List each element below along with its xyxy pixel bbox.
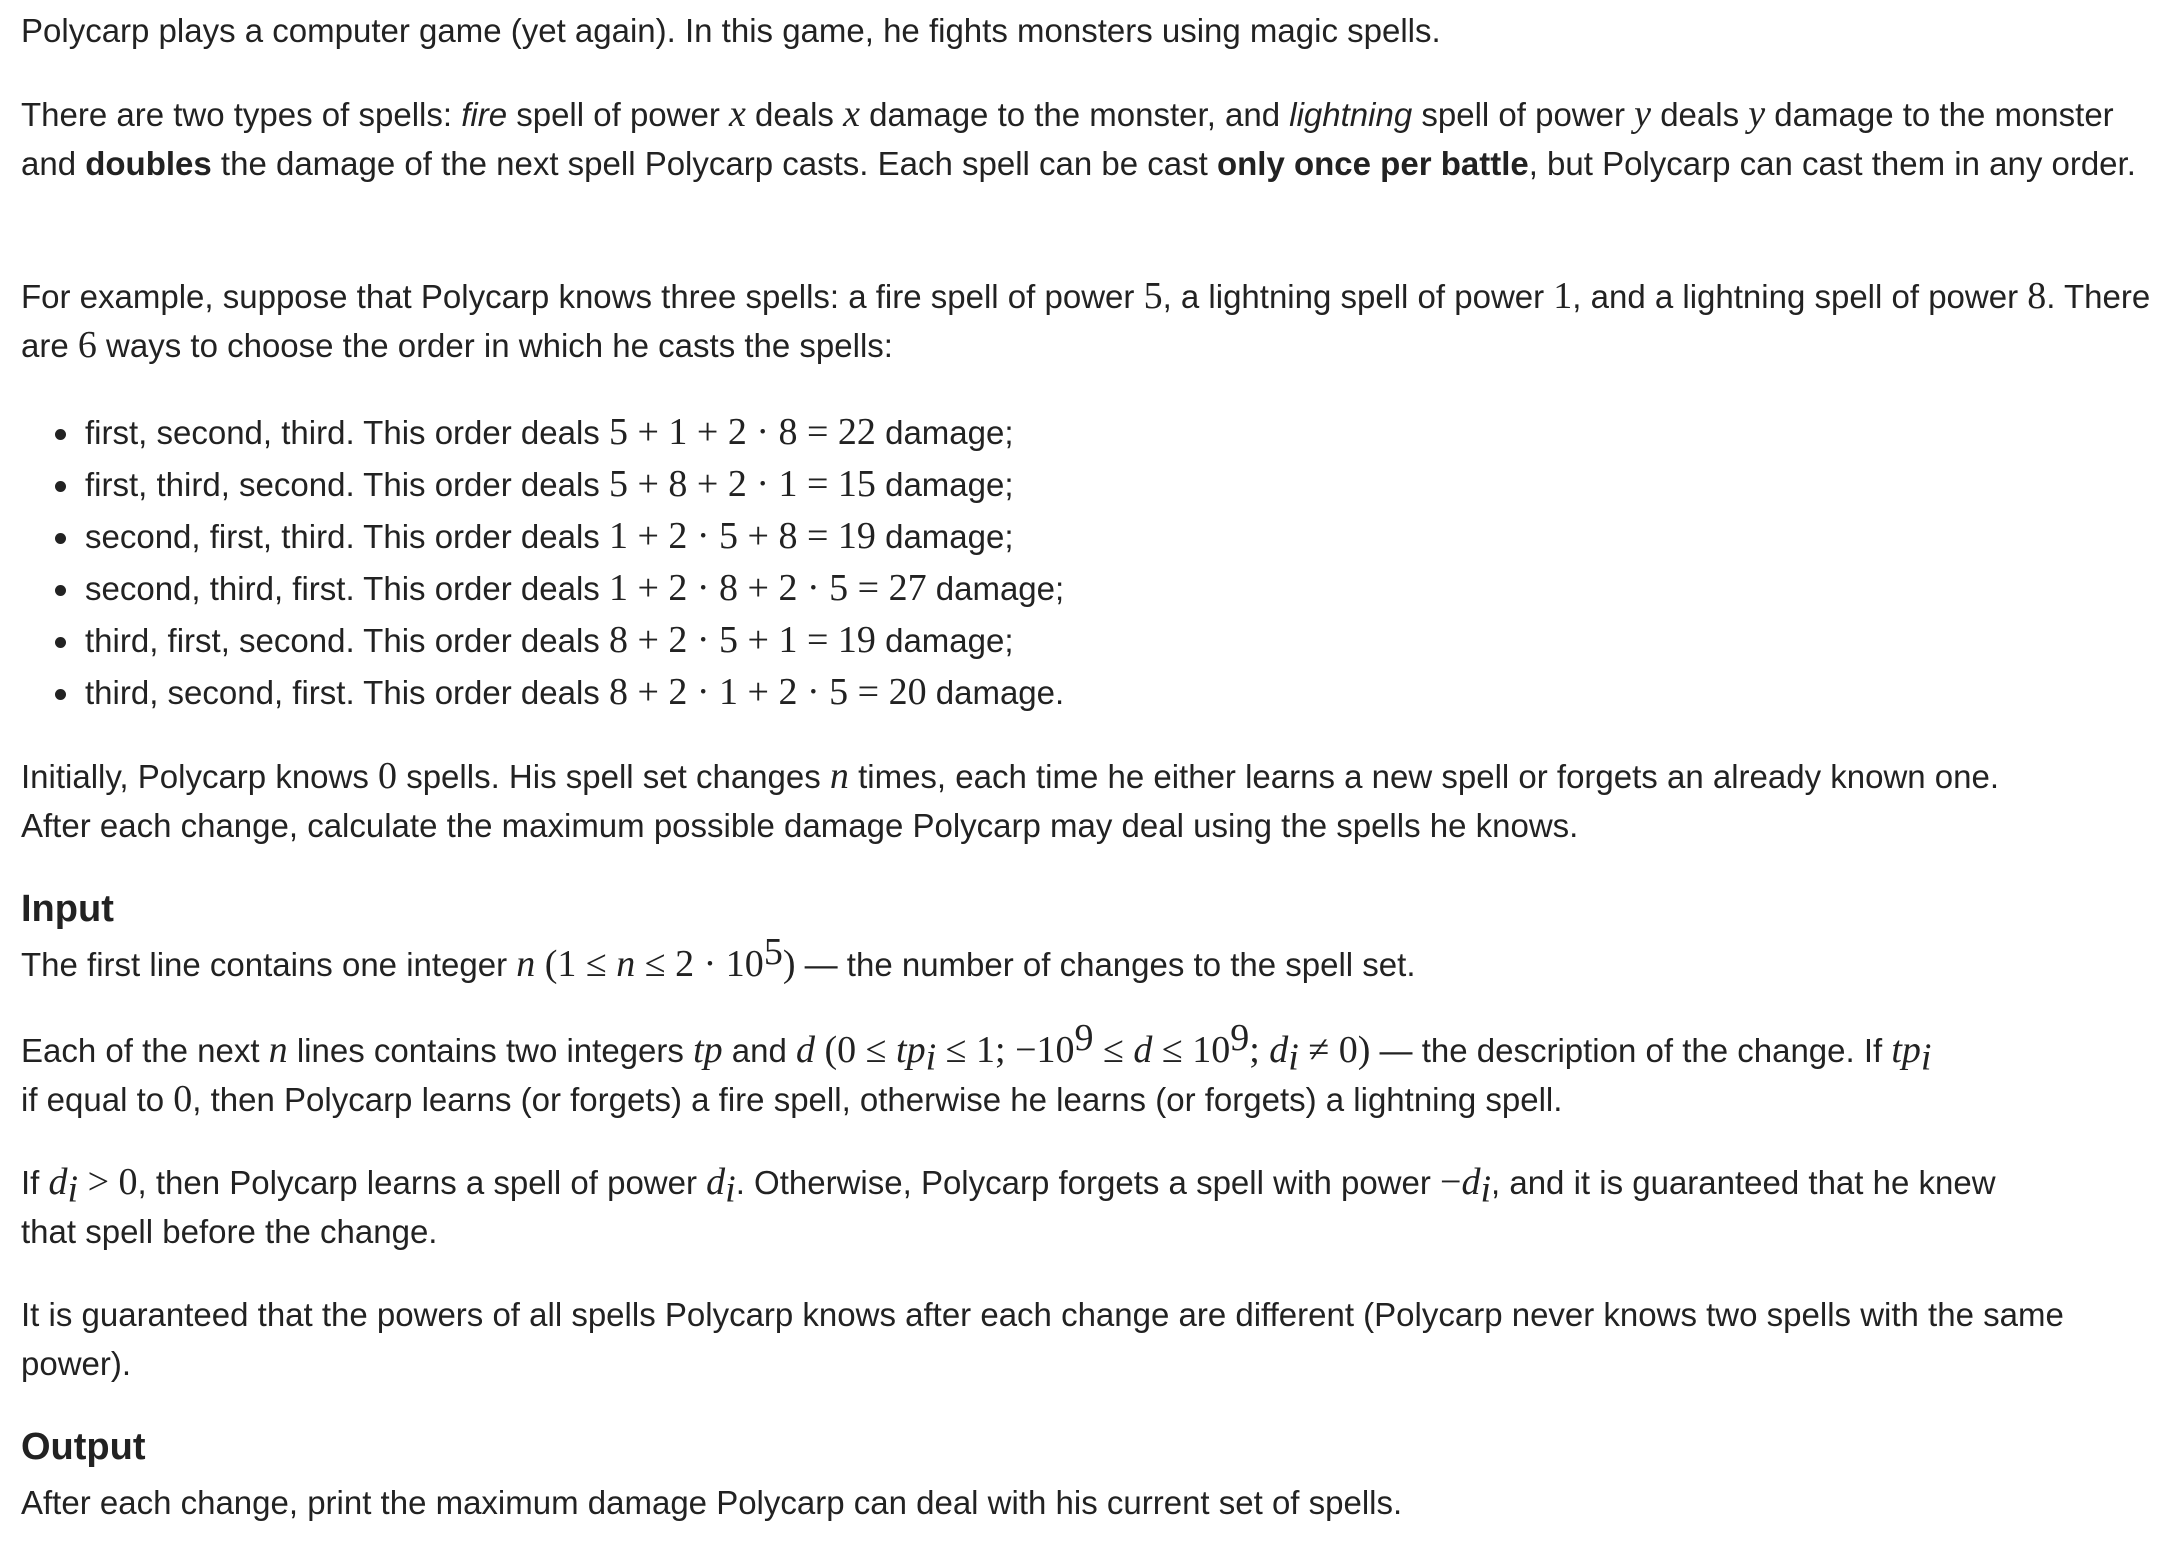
math-var: d [1461, 1161, 1481, 1203]
order-tail: damage. [926, 674, 1065, 711]
math-var: n [616, 943, 636, 985]
order-formula: 8 + 2 · 5 + 1 = 19 [608, 619, 876, 661]
order-tail: damage; [875, 518, 1014, 555]
bullet-icon [55, 689, 66, 700]
order-formula: 1 + 2 · 8 + 2 · 5 = 27 [608, 567, 927, 609]
order-text: first, second, third. This order deals [85, 414, 609, 451]
bullet-icon [55, 481, 66, 492]
math-number: 6 [77, 324, 97, 366]
line [21, 1075, 1931, 1124]
math-var: x [843, 93, 860, 135]
math-number: 1 [1553, 275, 1573, 317]
output-heading: Output [21, 1426, 146, 1468]
text: The first line contains one integer [21, 946, 517, 983]
doubles-term: doubles [85, 145, 212, 182]
text: , and a lightning spell of power [1572, 278, 2028, 315]
math-exponent: 9 [1230, 1017, 1250, 1059]
order-formula: 5 + 8 + 2 · 1 = 15 [608, 463, 876, 505]
math-exponent: 5 [763, 931, 783, 973]
math-text: ≤ [1093, 1029, 1134, 1071]
text: times, each time he either learns a new spell or forgets an already known one. [848, 758, 2000, 795]
text: deals [1651, 96, 1749, 133]
math-exponent: 9 [1074, 1017, 1094, 1059]
math-number: 8 [2027, 275, 2047, 317]
lightning-term: lightning [1289, 96, 1413, 133]
text: , then Polycarp learns (or forgets) a fire spell, otherwise he learns (or forgets) a lightning spell. [192, 1081, 1563, 1118]
text: spell of power [1412, 96, 1635, 133]
list-item [85, 666, 1064, 718]
math-var: y [1748, 93, 1766, 135]
math-text: > 0 [78, 1161, 138, 1203]
bullet-icon [55, 429, 66, 440]
input-lines-paragraph [21, 1017, 1932, 1124]
changes-paragraph [21, 752, 1999, 850]
order-tail: damage; [875, 466, 1014, 503]
text: For example, suppose that Polycarp knows three spells: a fire spell of power [21, 278, 1144, 315]
text: spells. His spell set changes [397, 758, 830, 795]
line [21, 1017, 1932, 1079]
math-subscript: i [1920, 1036, 1932, 1079]
order-formula: 8 + 2 · 1 + 2 · 5 = 20 [608, 671, 927, 713]
line: After each change, calculate the maximum possible damage Polycarp may deal using the spells he knows. [21, 807, 1579, 844]
input-heading: Input [21, 888, 114, 930]
math-var: d [48, 1161, 68, 1203]
math-var: n [829, 755, 849, 797]
order-text: second, first, third. This order deals [85, 518, 609, 555]
list-item [85, 562, 1064, 614]
text: damage to the monster, and [859, 96, 1290, 133]
text: spell of power [507, 96, 729, 133]
math-var: tp [693, 1029, 723, 1071]
math-var: tp [1891, 1029, 1921, 1071]
text: ways to choose the order in which he casts the spells: [96, 327, 893, 364]
math-text: ) [782, 943, 796, 985]
math-var: d [706, 1161, 726, 1203]
order-text: first, third, second. This order deals [85, 466, 609, 503]
text: There are two types of spells: [21, 96, 462, 133]
list-item [85, 614, 1064, 666]
text: , a lightning spell of power [1162, 278, 1554, 315]
bullet-icon [55, 533, 66, 544]
order-text: second, third, first. This order deals [85, 570, 609, 607]
math-text: ≤ 1; −10 [936, 1029, 1075, 1071]
math-var: d [796, 1029, 816, 1071]
text: — the description of the change. If [1370, 1032, 1892, 1069]
math-subscript: i [1480, 1168, 1492, 1211]
line: that spell before the change. [21, 1213, 438, 1250]
power-rule-paragraph [21, 1158, 1996, 1256]
cast-order-list [21, 406, 1064, 718]
math-var: x [729, 93, 746, 135]
text: . There are [21, 278, 2151, 364]
math-text: ≤ 2 · 10 [635, 943, 764, 985]
example-paragraph [21, 272, 2171, 370]
math-var: d [1269, 1029, 1289, 1071]
input-first-line-paragraph [21, 931, 1416, 989]
fire-term: fire [461, 96, 508, 133]
order-tail: damage; [875, 622, 1014, 659]
line [21, 1158, 1996, 1211]
math-var: d [1133, 1029, 1153, 1071]
math-subscript: i [67, 1168, 79, 1211]
math-subscript: i [1288, 1036, 1299, 1079]
math-text: ≤ 10 [1152, 1029, 1231, 1071]
text: and [722, 1032, 797, 1069]
math-text: ≠ 0) [1298, 1029, 1371, 1071]
text: if equal to [21, 1081, 174, 1118]
text: damage to the monster and [21, 96, 2114, 182]
text: If [21, 1164, 49, 1201]
text: lines contains two integers [287, 1032, 694, 1069]
math-text: − [1440, 1161, 1462, 1203]
guarantee-paragraph: It is guaranteed that the powers of all spells Polycarp knows after each change are different (Polycarp never knows two spells with the same power). [21, 1296, 2064, 1382]
math-number: 0 [173, 1078, 193, 1120]
bullet-icon [55, 585, 66, 596]
order-text: third, first, second. This order deals [85, 622, 609, 659]
text: . Otherwise, Polycarp forgets a spell with power [735, 1164, 1441, 1201]
intro-paragraph: Polycarp plays a computer game (yet again). In this game, he fights monsters using magic spells. [21, 12, 1441, 49]
text: deals [745, 96, 844, 133]
text: the damage of the next spell Polycarp casts. Each spell can be cast [211, 145, 1217, 182]
list-item [85, 510, 1064, 562]
bullet-icon [55, 637, 66, 648]
text: , and it is guaranteed that he knew [1491, 1164, 1996, 1201]
line [21, 752, 1999, 801]
list-item [85, 458, 1064, 510]
math-number: 0 [378, 755, 398, 797]
order-tail: damage; [926, 570, 1065, 607]
math-text: ; [1249, 1029, 1270, 1071]
text: Each of the next [21, 1032, 269, 1069]
order-formula: 5 + 1 + 2 · 8 = 22 [608, 411, 876, 453]
text: Initially, Polycarp knows [21, 758, 379, 795]
math-var: n [268, 1029, 288, 1071]
once-term: only once per battle [1216, 145, 1529, 182]
math-var: y [1634, 93, 1652, 135]
text: — the number of changes to the spell set. [795, 946, 1416, 983]
order-text: third, second, first. This order deals [85, 674, 609, 711]
math-subscript: i [925, 1036, 937, 1079]
spell-types-paragraph [21, 90, 2171, 188]
math-number: 5 [1143, 275, 1163, 317]
math-var: tp [896, 1029, 926, 1071]
text: , then Polycarp learns a spell of power [137, 1164, 707, 1201]
text: , but Polycarp can cast them in any order. [1528, 145, 2136, 182]
list-item [85, 406, 1064, 458]
output-paragraph: After each change, print the maximum damage Polycarp can deal with his current set of spells. [21, 1484, 1403, 1521]
math-subscript: i [725, 1168, 736, 1211]
order-formula: 1 + 2 · 5 + 8 = 19 [608, 515, 876, 557]
math-text: (1 ≤ [535, 943, 617, 985]
order-tail: damage; [875, 414, 1014, 451]
math-text: (0 ≤ [815, 1029, 897, 1071]
math-var: n [516, 943, 536, 985]
